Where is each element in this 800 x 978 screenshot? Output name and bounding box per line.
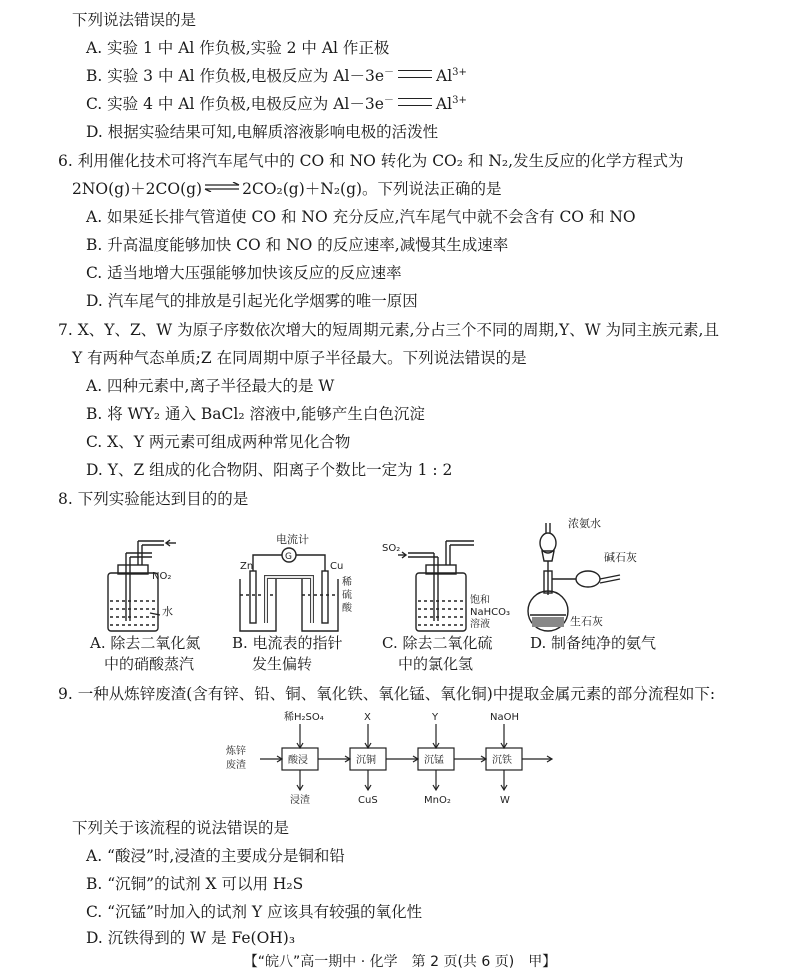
q7-option-c: C. X、Y 两元素可组成两种常见化合物: [86, 433, 351, 451]
flow-label-cu-precip: 沉铜: [356, 755, 376, 766]
label-water: 水: [162, 605, 173, 618]
label-sat-3: 溶液: [470, 619, 490, 630]
galvanometer-g: G: [285, 552, 292, 562]
caption-b-line1: B. 电流表的指针: [232, 634, 343, 652]
q9-option-b: B. “沉铜”的试剂 X 可以用 H₂S: [86, 875, 304, 893]
q7-option-d: D. Y、Z 组成的化合物阴、阳离子个数比一定为 1 : 2: [86, 461, 453, 479]
reversible-arrow-icon: [204, 182, 240, 192]
label-sat-1: 饱和: [470, 595, 490, 606]
q6-option-b: B. 升高温度能够加快 CO 和 NO 的反应速率,减慢其生成速率: [86, 236, 509, 254]
page-footer: 【“皖八”高一期中 · 化学 第 2 页(共 6 页) 甲】: [243, 954, 557, 970]
caption-c-line1: C. 除去二氧化硫: [382, 634, 493, 652]
label-acid-3: 酸: [342, 603, 352, 614]
flow-output-1: 浸渣: [290, 795, 310, 806]
q9-option-c: C. “沉锰”时加入的试剂 Y 应该具有较强的氧化性: [86, 903, 423, 921]
q9-question: 下列关于该流程的说法错误的是: [72, 819, 290, 837]
q5-option-d: D. 根据实验结果可知,电解质溶液影响电极的活泼性: [86, 123, 439, 141]
q7-stem-line1: 7. X、Y、Z、W 为原子序数依次增大的短周期元素,分占三个不同的周期,Y、W 为同主族元素,且: [58, 321, 719, 339]
q9-flowchart: [222, 708, 558, 806]
solid-lime: [532, 617, 564, 627]
apparatus-c-wash-bottle: [398, 541, 474, 631]
label-acid-1: 稀: [342, 577, 352, 588]
q5-option-c: C. 实验 4 中 Al 作负极,电极反应为 Al－3e－ $Al^{3+}$: [86, 95, 467, 113]
flow-input-1: 炼锌: [226, 746, 246, 757]
flow-input-2: 废渣: [226, 760, 246, 771]
flow-output-3: MnO₂: [424, 795, 451, 806]
q8-stem: 8. 下列实验能达到目的的是: [58, 490, 249, 508]
flow-reagent-3: Y: [432, 712, 439, 723]
label-conc-ammonia: 浓氨水: [568, 517, 601, 530]
label-no2: NO₂: [152, 571, 172, 582]
flow-label-mn-precip: 沉锰: [424, 755, 444, 766]
caption-b-line2: 发生偏转: [252, 655, 313, 673]
label-galvanometer: 电流计: [276, 533, 309, 546]
flow-reagent-2: X: [364, 712, 371, 723]
flow-label-fe-precip: 沉铁: [492, 755, 512, 766]
flow-label-acid-leach: 酸浸: [288, 755, 308, 766]
q6-option-d: D. 汽车尾气的排放是引起光化学烟雾的唯一原因: [86, 292, 418, 310]
label-sat-2: NaHCO₃: [470, 607, 510, 618]
flow-output-4: W: [500, 795, 510, 806]
q9-option-a: A. “酸浸”时,浸渣的主要成分是铜和铅: [86, 847, 345, 865]
flow-reagent-1: 稀H₂SO₄: [284, 712, 324, 723]
eq-sign: [398, 70, 432, 78]
eq-sign: [398, 98, 432, 106]
q7-option-a: A. 四种元素中,离子半径最大的是 W: [86, 377, 335, 395]
q8-apparatus-figure: [80, 515, 660, 635]
q9-option-d: D. 沉铁得到的 W 是 Fe(OH)₃: [86, 929, 296, 947]
label-zn: Zn: [240, 561, 254, 572]
label-cu: Cu: [330, 561, 344, 572]
q9-stem: 9. 一种从炼锌废渣(含有锌、铅、铜、氧化铁、氧化锰、氧化铜)中提取金属元素的部分流程如下:: [58, 685, 716, 703]
flow-reagent-4: NaOH: [490, 712, 519, 723]
q5-option-a: A. 实验 1 中 Al 作负极,实验 2 中 Al 作正极: [86, 39, 390, 57]
caption-c-line2: 中的氯化氢: [398, 655, 474, 673]
q7-stem-line2: Y 有两种气态单质;Z 在同周期中原子半径最大。下列说法错误的是: [72, 349, 527, 367]
q6-option-a: A. 如果延长排气管道使 CO 和 NO 充分反应,汽车尾气中就不会含有 CO 和 NO: [86, 208, 636, 226]
q6-stem-line2: 2NO(g)＋2CO(g) 2CO₂(g)＋N₂(g)。下列说法正确的是: [72, 180, 502, 198]
flow-output-2: CuS: [358, 795, 378, 806]
q6-option-c: C. 适当地增大压强能够加快该反应的反应速率: [86, 264, 402, 282]
q7-option-b: B. 将 WY₂ 通入 BaCl₂ 溶液中,能够产生白色沉淀: [86, 405, 425, 423]
label-so2: SO₂: [382, 543, 401, 554]
label-quicklime: 生石灰: [570, 615, 603, 628]
caption-d-line1: D. 制备纯净的氨气: [530, 634, 657, 652]
label-soda-lime: 碱石灰: [604, 551, 637, 564]
caption-a-line1: A. 除去二氧化氮: [90, 634, 201, 652]
q6-stem-line1: 6. 利用催化技术可将汽车尾气中的 CO 和 NO 转化为 CO₂ 和 N₂,发生反应的化学方程式为: [58, 152, 684, 170]
caption-a-line2: 中的硝酸蒸汽: [104, 655, 195, 673]
q5-option-b: B. 实验 3 中 Al 作负极,电极反应为 Al－3e－ $Al^{3+}$: [86, 67, 467, 85]
label-acid-2: 硫: [342, 590, 352, 601]
q5-stem: 下列说法错误的是: [72, 11, 197, 29]
